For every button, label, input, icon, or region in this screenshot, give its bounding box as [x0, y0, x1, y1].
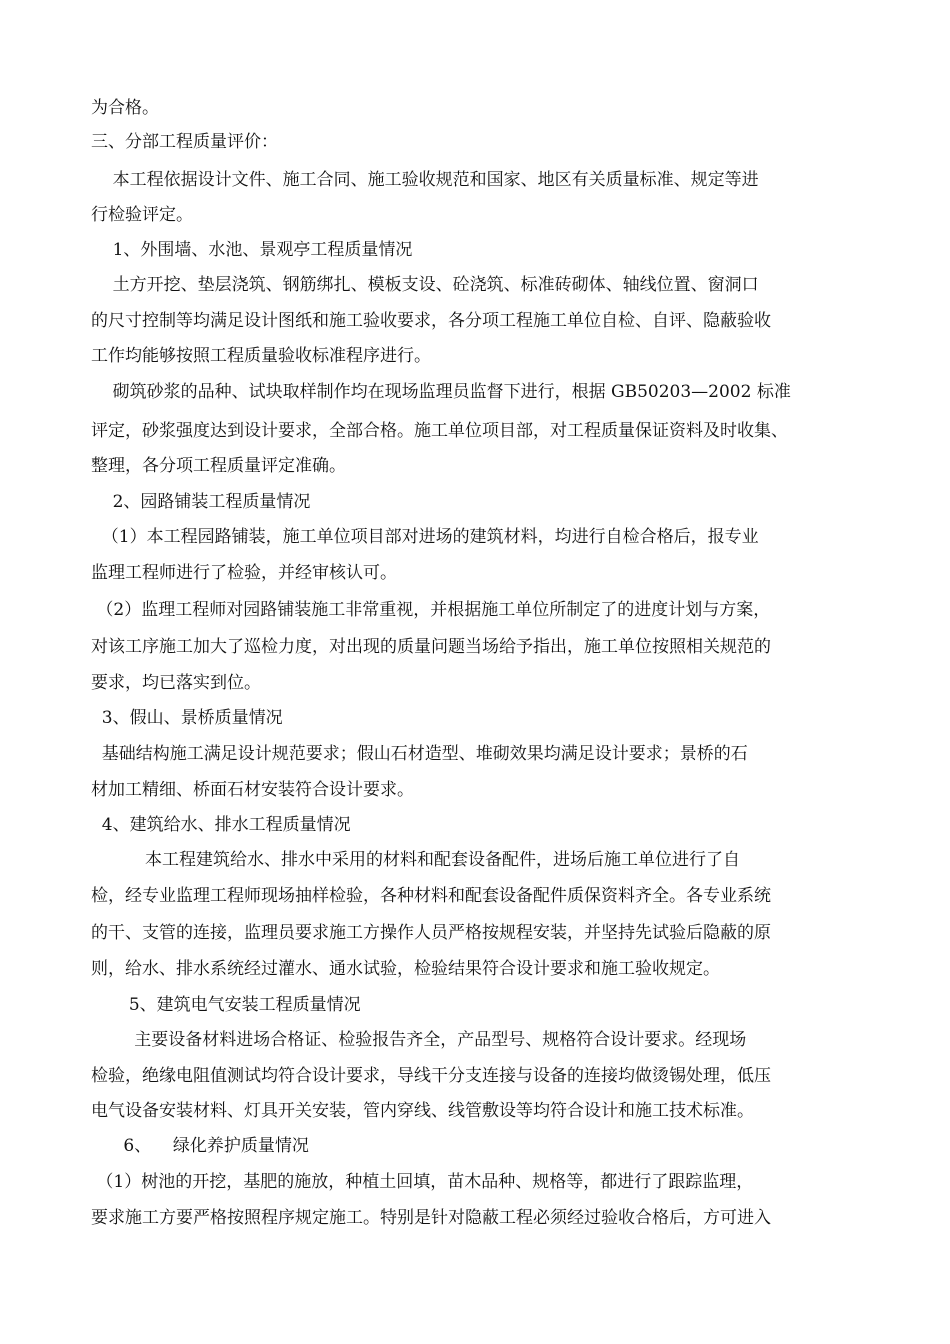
text-line: 本工程建筑给水、排水中采用的材料和配套设备配件，进场后施工单位进行了自 [91, 850, 741, 870]
text-line: 检，经专业监理工程师现场抽样检验，各种材料和配套设备配件质保资料齐全。各专业系统 [91, 886, 771, 906]
text-line: 材加工精细、桥面石材安装符合设计要求。 [91, 780, 414, 800]
text-line: 为合格。 [91, 98, 159, 118]
text-line: 要求施工方要严格按照程序规定施工。特别是针对隐蔽工程必须经过验收合格后，方可进入 [91, 1208, 771, 1228]
text-line: 监理工程师进行了检验，并经审核认可。 [91, 563, 397, 583]
subsection-heading: 4、建筑给水、排水工程质量情况 [91, 815, 351, 835]
text-line: 要求，均已落实到位。 [91, 673, 261, 693]
subsection-heading: 6、 绿化养护质量情况 [91, 1136, 309, 1156]
text-line: 砌筑砂浆的品种、试块取样制作均在现场监理员监督下进行，根据 GB50203—2002 标准 [91, 382, 791, 402]
text-line: 评定，砂浆强度达到设计要求，全部合格。施工单位项目部，对工程质量保证资料及时收集、 [91, 421, 788, 441]
text-line: 行检验评定。 [91, 205, 193, 225]
text-line: （2）监理工程师对园路铺装施工非常重视，并根据施工单位所制定了的进度计划与方案， [91, 600, 771, 620]
text-line: 整理，各分项工程质量评定准确。 [91, 456, 346, 476]
text-line: 检验，绝缘电阻值测试均符合设计要求，导线干分支连接与设备的连接均做烫锡处理，低压 [91, 1066, 771, 1086]
text-line: 对该工序施工加大了巡检力度，对出现的质量问题当场给予指出，施工单位按照相关规范的 [91, 637, 771, 657]
section-heading: 三、分部工程质量评价： [91, 132, 278, 152]
text-line: （1）本工程园路铺装，施工单位项目部对进场的建筑材料，均进行自检合格后，报专业 [91, 527, 759, 547]
subsection-heading: 5、建筑电气安装工程质量情况 [91, 995, 361, 1015]
subsection-heading: 3、假山、景桥质量情况 [91, 708, 283, 728]
text-line: 则，给水、排水系统经过灌水、通水试验，检验结果符合设计要求和施工验收规定。 [91, 959, 720, 979]
text-line: 本工程依据设计文件、施工合同、施工验收规范和国家、地区有关质量标准、规定等进 [91, 170, 759, 190]
text-line: 的干、支管的连接，监理员要求施工方操作人员严格按规程安装，并坚持先试验后隐蔽的原 [91, 923, 771, 943]
text-line: （1）树池的开挖，基肥的施放，种植土回填，苗木品种、规格等，都进行了跟踪监理， [91, 1172, 754, 1192]
text-line: 工作均能够按照工程质量验收标准程序进行。 [91, 346, 431, 366]
subsection-heading: 1、外围墙、水池、景观亭工程质量情况 [91, 240, 413, 260]
text-line: 的尺寸控制等均满足设计图纸和施工验收要求，各分项工程施工单位自检、自评、隐蔽验收 [91, 311, 771, 331]
subsection-heading: 2、园路铺装工程质量情况 [91, 492, 311, 512]
text-line: 土方开挖、垫层浇筑、钢筋绑扎、模板支设、砼浇筑、标准砖砌体、轴线位置、窗洞口 [91, 275, 759, 295]
text-line: 基础结构施工满足设计规范要求；假山石材造型、堆砌效果均满足设计要求；景桥的石 [91, 744, 748, 764]
text-line: 电气设备安装材料、灯具开关安装，管内穿线、线管敷设等均符合设计和施工技术标准。 [91, 1101, 754, 1121]
text-line: 主要设备材料进场合格证、检验报告齐全，产品型号、规格符合设计要求。经现场 [91, 1030, 747, 1050]
